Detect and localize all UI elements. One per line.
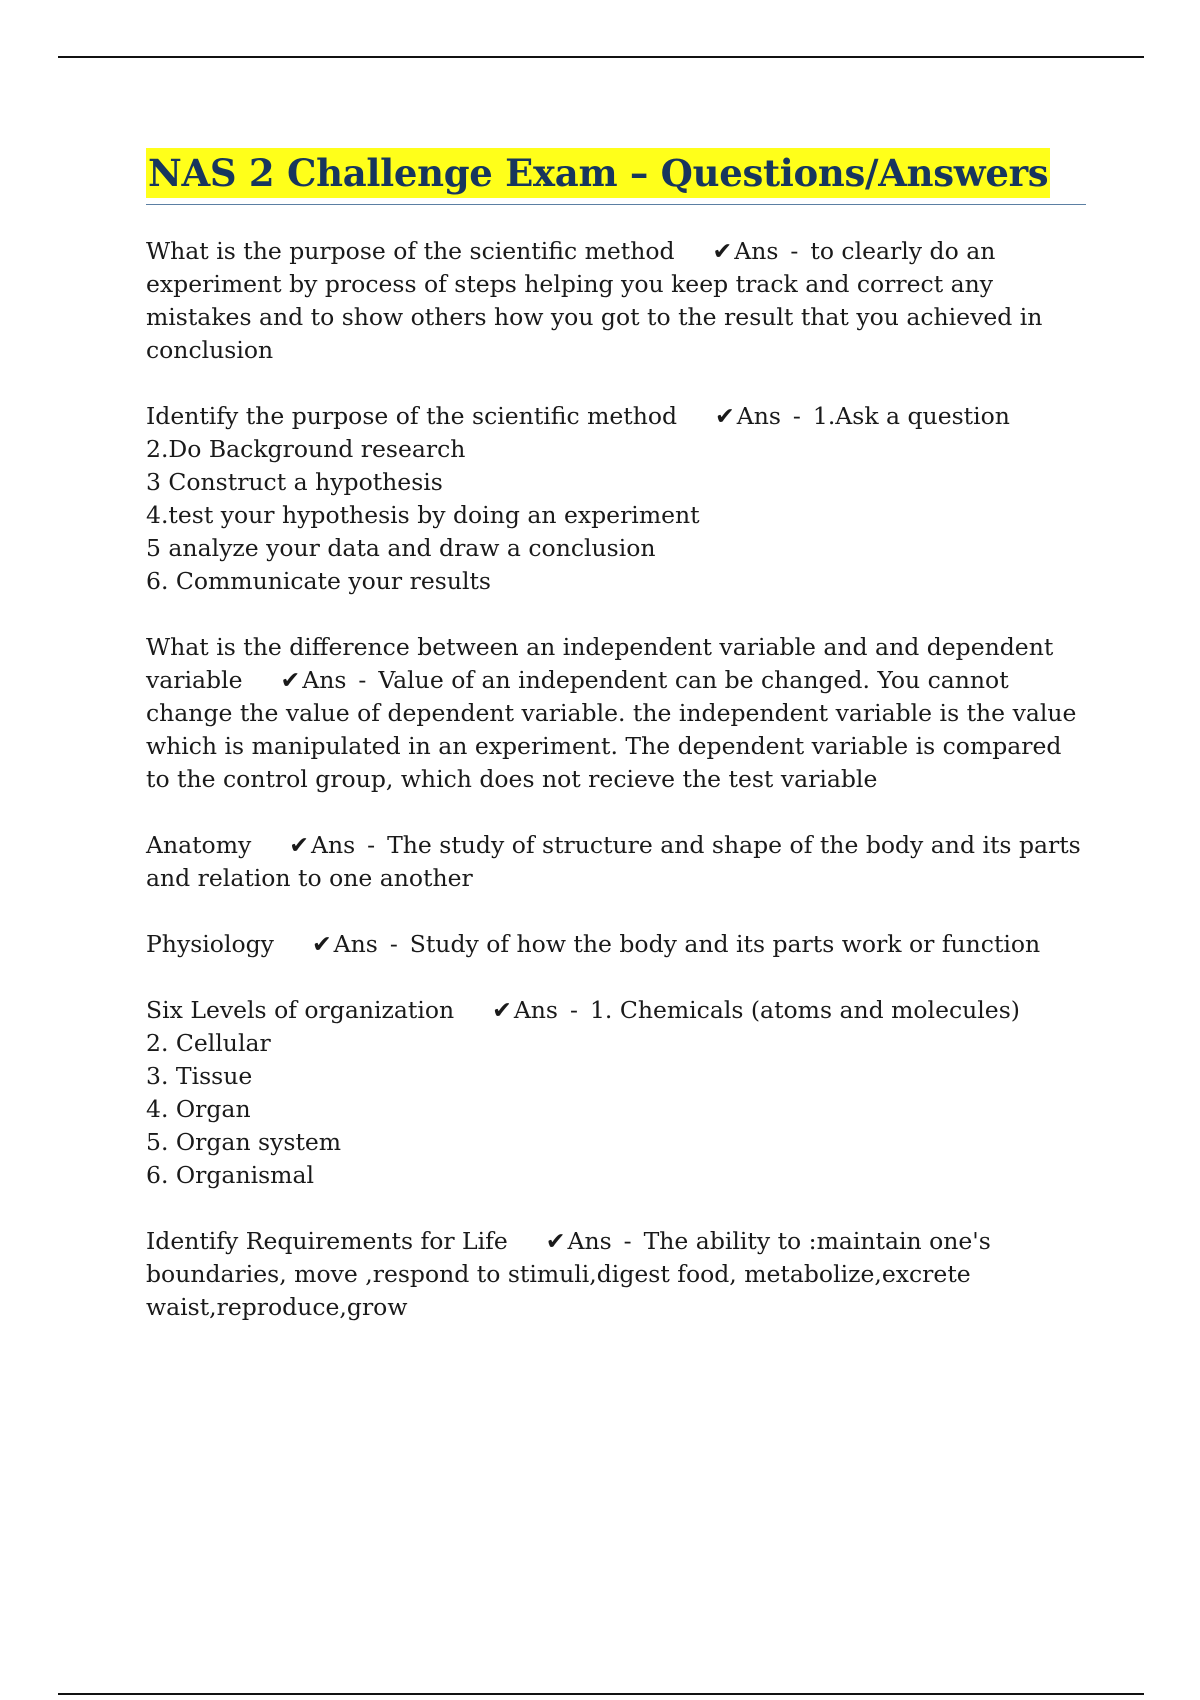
check-mark-icon: ✔ — [712, 237, 733, 265]
question-text: Identify the purpose of the scientific method — [146, 402, 678, 430]
document-body — [146, 148, 1086, 1357]
answer-line: 4. Organ — [146, 1095, 251, 1123]
answer-line: 3. Tissue — [146, 1062, 253, 1090]
answer-text: Study of how the body and its parts work or function — [409, 930, 1041, 958]
check-mark-icon: ✔ — [715, 402, 735, 430]
qa-item — [146, 631, 1086, 796]
question-text: Identify Requirements for Life — [146, 1227, 508, 1255]
answer-text: to clearly do an experiment by process of steps helping you keep track and correct any mistakes and to show others how you got to the result that you achieved in conclusion — [146, 237, 1043, 364]
qa-item — [146, 1225, 1086, 1324]
check-mark-icon: ✔ — [311, 930, 332, 958]
question-text: What is the purpose of the scientific method — [146, 237, 675, 265]
title-block — [146, 148, 1086, 205]
answer-dash: - — [367, 831, 376, 859]
answer-line: 5. Organ system — [146, 1128, 342, 1156]
check-mark-icon: ✔ — [289, 831, 309, 859]
answer-label: Ans — [736, 402, 781, 430]
question-text: Physiology — [146, 930, 274, 958]
answer-dash: - — [792, 402, 801, 430]
answer-dash: - — [358, 666, 367, 694]
document-title: NAS 2 Challenge Exam – Questions/Answers — [146, 148, 1050, 198]
answer-text: Value of an independent can be changed. You cannot change the value of dependent variable. the independent variable is the value which is manipulated in an experiment. The dependent variable is compared to the control group, which does not recieve the test variable — [146, 666, 1077, 793]
question-text: Six Levels of organization — [146, 996, 455, 1024]
top-rule — [58, 56, 1144, 58]
answer-line: 6. Organismal — [146, 1161, 314, 1189]
answer-label: Ans — [734, 237, 779, 265]
answer-dash: - — [623, 1227, 632, 1255]
bottom-rule — [58, 1693, 1144, 1695]
answer-text: The ability to :maintain one's boundaries, move ,respond to stimuli,digest food, metabolize,excrete waist,reproduce,grow — [146, 1227, 991, 1321]
answer-line: 2. Cellular — [146, 1029, 271, 1057]
qa-list — [146, 235, 1086, 1324]
answer-line: 4.test your hypothesis by doing an experiment — [146, 501, 700, 529]
answer-dash: - — [790, 237, 799, 265]
answer-label: Ans — [302, 666, 347, 694]
check-mark-icon: ✔ — [545, 1227, 566, 1255]
answer-text: 1. Chemicals (atoms and molecules) — [589, 996, 1020, 1024]
qa-item — [146, 829, 1086, 895]
answer-label: Ans — [333, 930, 378, 958]
answer-line: 3 Construct a hypothesis — [146, 468, 443, 496]
answer-label: Ans — [513, 996, 558, 1024]
check-mark-icon: ✔ — [492, 996, 512, 1024]
answer-line: 2.Do Background research — [146, 435, 466, 463]
answer-dash: - — [570, 996, 578, 1024]
qa-item — [146, 994, 1086, 1192]
qa-item — [146, 400, 1086, 598]
answer-line: 6. Communicate your results — [146, 567, 491, 595]
qa-item — [146, 235, 1086, 367]
question-text: Anatomy — [146, 831, 252, 859]
qa-item — [146, 928, 1086, 961]
answer-text: 1.Ask a question — [812, 402, 1010, 430]
answer-label: Ans — [310, 831, 356, 859]
answer-line: 5 analyze your data and draw a conclusion — [146, 534, 656, 562]
answer-label: Ans — [567, 1227, 612, 1255]
answer-dash: - — [389, 930, 398, 958]
question-text: What is the difference between an independent variable and and dependent variable — [146, 633, 1054, 694]
check-mark-icon: ✔ — [280, 666, 301, 694]
answer-text: The study of structure and shape of the body and its parts and relation to one another — [146, 831, 1081, 892]
